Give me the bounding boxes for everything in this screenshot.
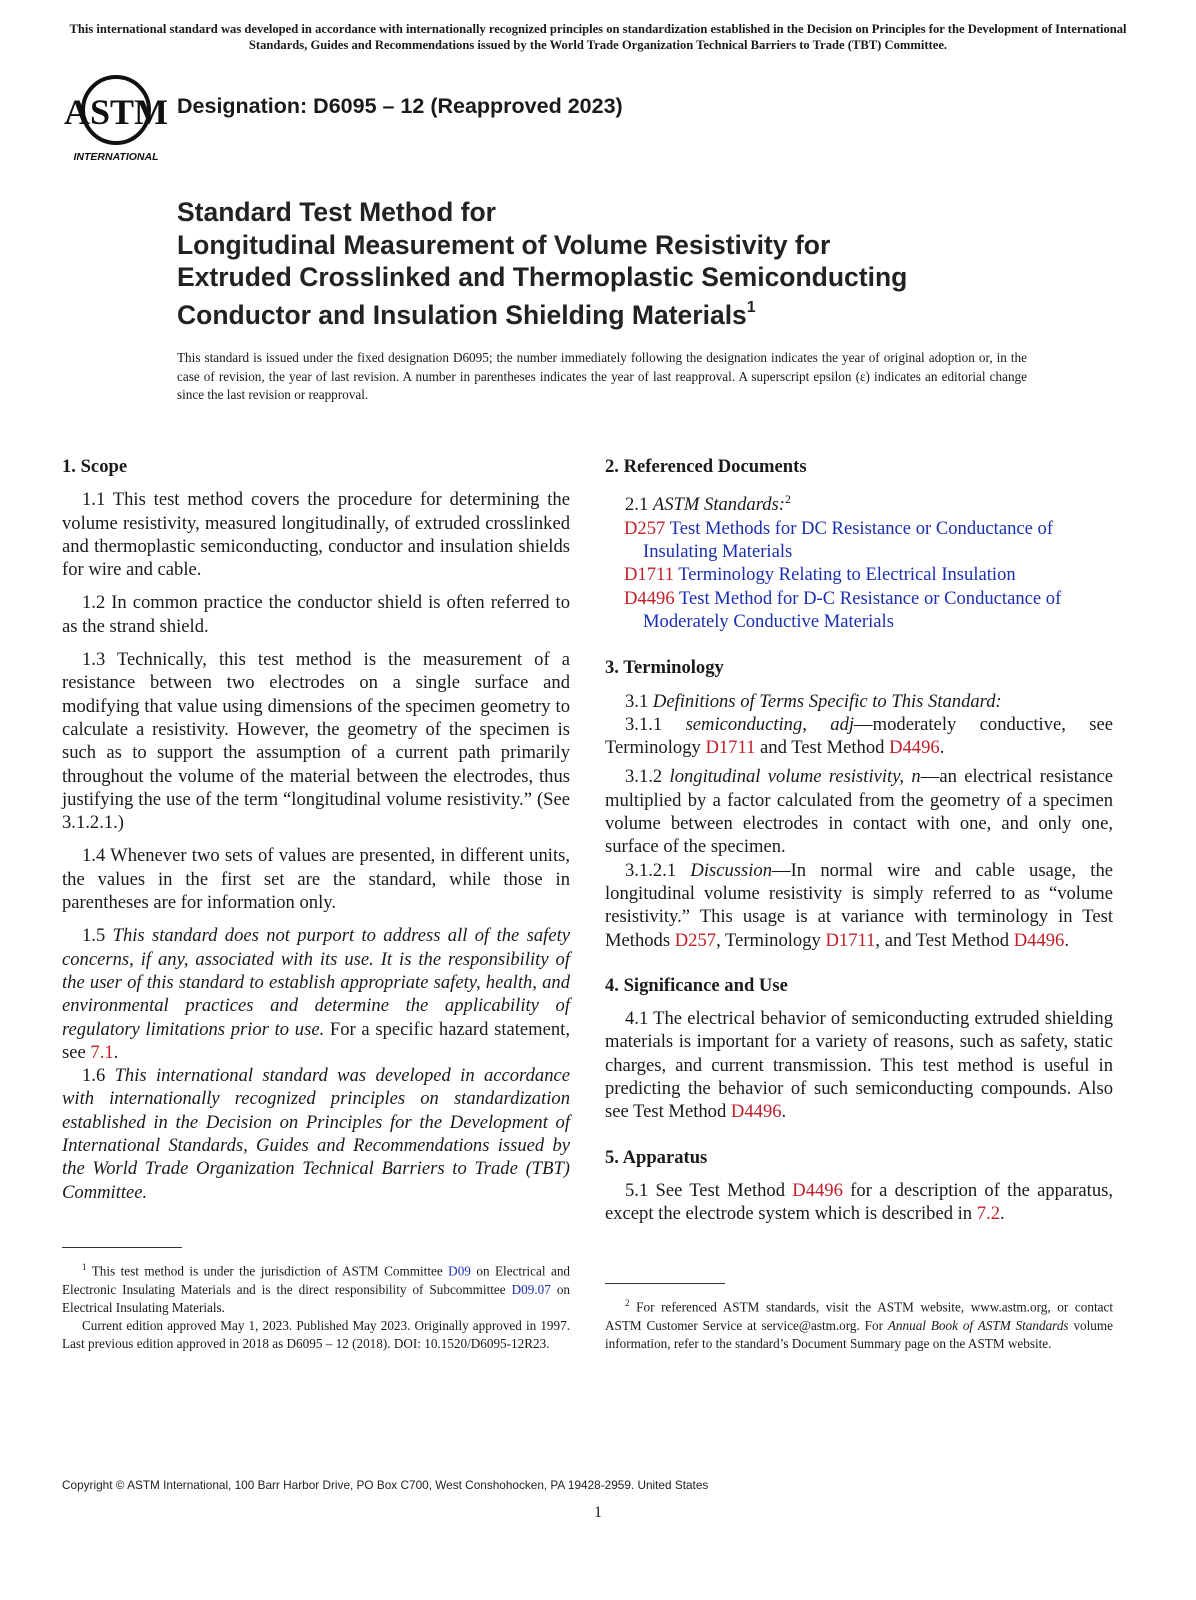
link-d4496[interactable]: D4496 (889, 737, 940, 759)
right-column (605, 455, 1113, 1226)
title-line-2: Longitudinal Measurement of Volume Resistivity for (177, 229, 831, 260)
link-d1711[interactable]: D1711 (825, 929, 876, 951)
section-heading-scope: 1. Scope (62, 456, 128, 477)
reference-item (605, 517, 1113, 564)
logo-lettering: ASTM (64, 92, 168, 132)
reference-title-link[interactable]: Test Method for D-C Resistance or Conductance of Moderately Conductive Materials (643, 587, 1062, 632)
link-d4496[interactable]: D4496 (1013, 929, 1065, 951)
edition-note: Current edition approved May 1, 2023. Published May 2023. Originally approved in 1997. Last previous edition approved in 2018 as D6095 – 12 (2018). DOI: 10.1520/D6095-12R23. (62, 1318, 570, 1352)
reference-item (605, 587, 1113, 634)
reference-title-link[interactable]: Terminology Relating to Electrical Insulation (678, 564, 1016, 586)
title-line-3: Extruded Crosslinked and Thermoplastic Semiconducting (177, 262, 908, 293)
paragraph-3-1-1: 3.1.1 semiconducting, adj—moderately conductive, see Terminology D1711 and Test Method D4496. (605, 713, 1113, 759)
paragraph-1-4: 1.4 Whenever two sets of values are presented, in different units, the values in the first set are the standard, while those in parentheses are for information only. (62, 845, 570, 914)
title-line-4: Conductor and Insulation Shielding Materials (177, 299, 747, 330)
link-d4496[interactable]: D4496 (792, 1179, 843, 1201)
reference-item (605, 563, 1113, 586)
reference-code-link[interactable]: D4496 (624, 587, 675, 609)
reference-code-link[interactable]: D257 (624, 517, 666, 539)
paragraph-5-1: 5.1 See Test Method D4496 for a description of the apparatus, except the electrode system which is described in 7.2. (605, 1179, 1113, 1225)
trade-notice: This international standard was developed in accordance with internationally recognized principles on standardization established in the Decision on Principles for the Development of International Standards, Guides and Recommendations issued by the World Trade Organization Technical Barriers to Trade (TBT) Committee. (69, 22, 1127, 52)
section-heading-terminology: 3. Terminology (605, 657, 724, 679)
document-title (177, 196, 1077, 331)
paragraph-1-5: 1.5 This standard does not purport to address all of the safety concerns, if any, associated with its use. It is the responsibility of the user of this standard to establish appropriate safety, health, and environmental practices and determine the applicability of regulatory limitations prior to use. For a specific hazard statement, see 7.1. (62, 925, 570, 1063)
link-d257[interactable]: D257 (674, 929, 717, 951)
link-d09[interactable]: D09 (448, 1263, 471, 1279)
title-footnote-mark: 1 (746, 298, 756, 316)
reference-code-link[interactable]: D1711 (624, 564, 674, 586)
paragraph-1-2: 1.2 In common practice the conductor shield is often referred to as the strand shield. (62, 592, 570, 637)
title-line-1: Standard Test Method for (177, 197, 496, 227)
paragraph-1-3: 1.3 Technically, this test method is the measurement of a resistance between two electrodes on a single surface and modifying that value using dimensions of the specimen geometry to calculate a resistivity. However, the geometry of the specimen is such as to support the assumption of a current path primarily throughout the volume of the material between the electrodes, thus justifying the use of the term “longitudinal volume resistivity.” (See 3.1.2.1.) (62, 649, 570, 834)
link-section-7-1[interactable]: 7.1 (90, 1041, 114, 1063)
reference-title-link[interactable]: Test Methods for DC Resistance or Conductance of Insulating Materials (643, 517, 1054, 563)
section-heading-significance: 4. Significance and Use (605, 974, 788, 996)
section-heading-apparatus: 5. Apparatus (605, 1146, 708, 1168)
designation: Designation: D6095 – 12 (Reapproved 2023) (177, 94, 623, 118)
footnote-2: $^2$ For referenced ASTM standards, visit the ASTM website, www.astm.org, or contact ASTM Customer Service at service@astm.org. For Annual Book of ASTM Standards volume information, refer to the standard’s Document Summary page on the ASTM website. (605, 1283, 1113, 1353)
astm-logo (64, 72, 168, 164)
footnote-1: $^1$ This test method is under the jurisdiction of ASTM Committee D09 on Electrical and Electronic Insulating Materials and is the direct responsibility of Subcommittee D09.07 on Electrical Insulating Materials. Current edition approved May 1, 2023. Published May 2023. Originally approved in 1997. Last previous edition approved in 2018 as D6095 – 12 (2018). DOI: 10.1520/D6095-12R23. (62, 1247, 570, 1353)
issued-note: This standard is issued under the fixed designation D6095; the number immediately following the designation indicates the year of original adoption or, in the case of revision, the year of last revision. A number in parentheses indicates the year of last reapproval. A superscript epsilon (ε) indicates an editorial change since the last revision or reapproval. (177, 350, 1027, 403)
section-heading-referenced-documents: 2. Referenced Documents (605, 456, 807, 477)
link-d4496[interactable]: D4496 (730, 1101, 782, 1123)
link-d09-07[interactable]: D09.07 (511, 1281, 551, 1297)
paragraph-1-1: 1.1 This test method covers the procedure for determining the volume resistivity, measured longitudinally, of extruded crosslinked and thermoplastic semiconducting, conductor and insulation shields for wire and cable. (62, 489, 570, 581)
paragraph-4-1: 4.1 The electrical behavior of semiconducting extruded shielding materials is important for a variety of reasons, such as safety, static charges, and current transmission. This test method is useful in predicting the behavior of such semiconducting compounds. Also see Test Method D4496. (605, 1008, 1113, 1123)
left-column (62, 455, 570, 1204)
paragraph-3-1: 3.1 Definitions of Terms Specific to This Standard: (625, 690, 1002, 712)
page-number: 1 (594, 1504, 602, 1521)
paragraph-2-1: 2.1 ASTM Standards:$^2$ (625, 492, 791, 516)
copyright-line: Copyright © ASTM International, 100 Barr Harbor Drive, PO Box C700, West Conshohocken, PA 19428-2959. United States (62, 1478, 709, 1492)
logo-caption: INTERNATIONAL (73, 151, 159, 163)
paragraph-1-6: 1.6 This international standard was developed in accordance with internationally recognized principles on standardization established in the Decision on Principles for the Development of International Standards, Guides and Recommendations issued by the World Trade Organization Technical Barriers to Trade (TBT) Committee. (62, 1065, 570, 1203)
paragraph-3-1-2: 3.1.2 longitudinal volume resistivity, n—an electrical resistance multiplied by a factor calculated from the geometry of a specimen volume between electrodes in contact with one, and only one, surface of the specimen. (605, 766, 1113, 858)
link-d1711[interactable]: D1711 (705, 737, 756, 759)
paragraph-3-1-2-1: 3.1.2.1 Discussion—In normal wire and cable usage, the longitudinal volume resistivity is simply referred to as “volume resistivity.” This usage is at variance with terminology in Test Methods D257, Terminology D1711, and Test Method D4496. (605, 859, 1113, 951)
link-section-7-2[interactable]: 7.2 (976, 1203, 1001, 1225)
